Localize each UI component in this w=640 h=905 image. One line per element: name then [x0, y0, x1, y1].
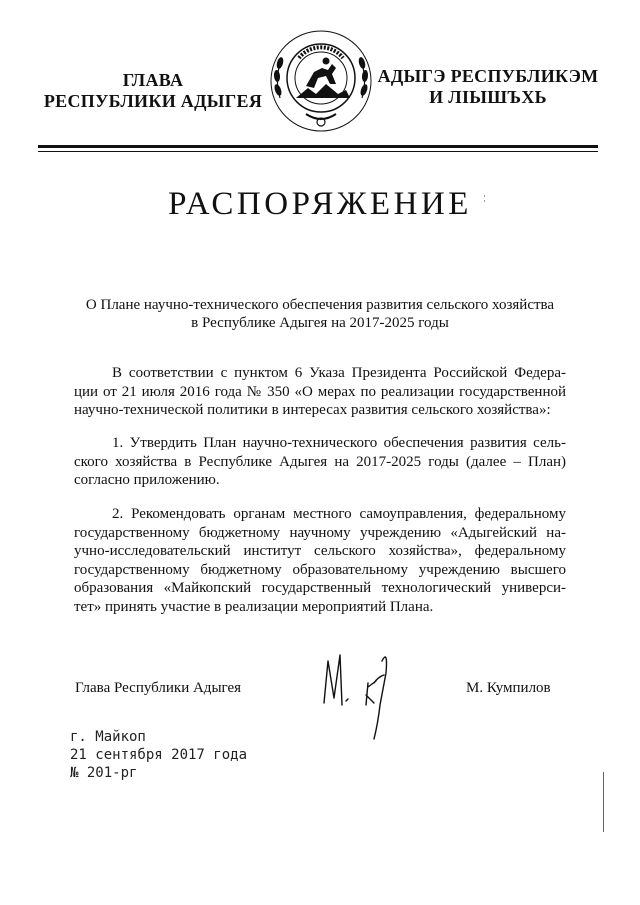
signatory-position: Глава Республики Адыгея [75, 680, 242, 696]
header-left-line-1: ГЛАВА [122, 70, 184, 90]
signatory-name: М. Кумпилов [466, 680, 551, 696]
registration-stamp [70, 728, 247, 782]
paragraph-line: ции от 21 июля 2016 года № 350 «О мерах по реализации государственной [74, 383, 566, 400]
item-2-paragraph [74, 505, 566, 616]
subject-line-2: в Республике Адыгея на 2017-2025 годы [191, 315, 449, 331]
document-subject [60, 296, 580, 332]
paragraph-line: тет» принять участие в реализации мероприятий Плана. [74, 598, 434, 615]
subject-line-1: О Плане научно-технического обеспечения развития сельского хозяйства [85, 297, 555, 313]
paragraph-line: учно-исследовательский институт сельского хозяйства», федеральному [74, 543, 566, 559]
paragraph-line: 1. Утвердить План научно-технического обеспечения развития сель- [112, 435, 566, 451]
paragraph-line: 2. Рекомендовать органам местного самоуправления, федеральному [112, 506, 566, 522]
paragraph-line: государственному бюджетному образовательному учреждению высшего [74, 561, 566, 578]
handwritten-signature [312, 643, 412, 743]
coat-of-arms-icon [266, 28, 376, 134]
paragraph-line: образования «Майкопский государственный технологический универси- [74, 580, 566, 596]
paragraph-line: научно-технической политики в интересах развития сельского хозяйства»: [74, 402, 551, 418]
paragraph-line: ского хозяйства в Республике Адыгея на 2017-2025 годы (далее – План) [74, 453, 566, 470]
item-1-paragraph [74, 434, 566, 490]
scan-artifact [483, 195, 486, 203]
header-right-line-2: И ЛІЫШЪХЬ [429, 87, 547, 107]
stamp-city: г. Майкоп [70, 729, 146, 745]
document-title: РАСПОРЯЖЕНИЕ [168, 186, 472, 222]
header-issuer-adyghe [372, 66, 604, 108]
stamp-date: 21 сентября 2017 года [70, 747, 248, 763]
header-issuer-russian [30, 70, 276, 112]
paragraph-line: государственному бюджетному научному учреждению «Адыгейский на- [74, 524, 566, 541]
scan-edge-line [603, 772, 604, 832]
header-divider-thick [38, 145, 598, 148]
header-divider-thin [38, 151, 598, 152]
paragraph-line: согласно приложению. [74, 472, 220, 488]
paragraph-line: В соответствии с пунктом 6 Указа Президента Российской Федера- [112, 365, 566, 381]
header-left-line-2: РЕСПУБЛИКИ АДЫГЕЯ [43, 91, 263, 111]
preamble-paragraph [74, 364, 566, 420]
stamp-number: № 201-рг [70, 765, 138, 781]
header-right-line-1: АДЫГЭ РЕСПУБЛИКЭМ [377, 66, 599, 86]
